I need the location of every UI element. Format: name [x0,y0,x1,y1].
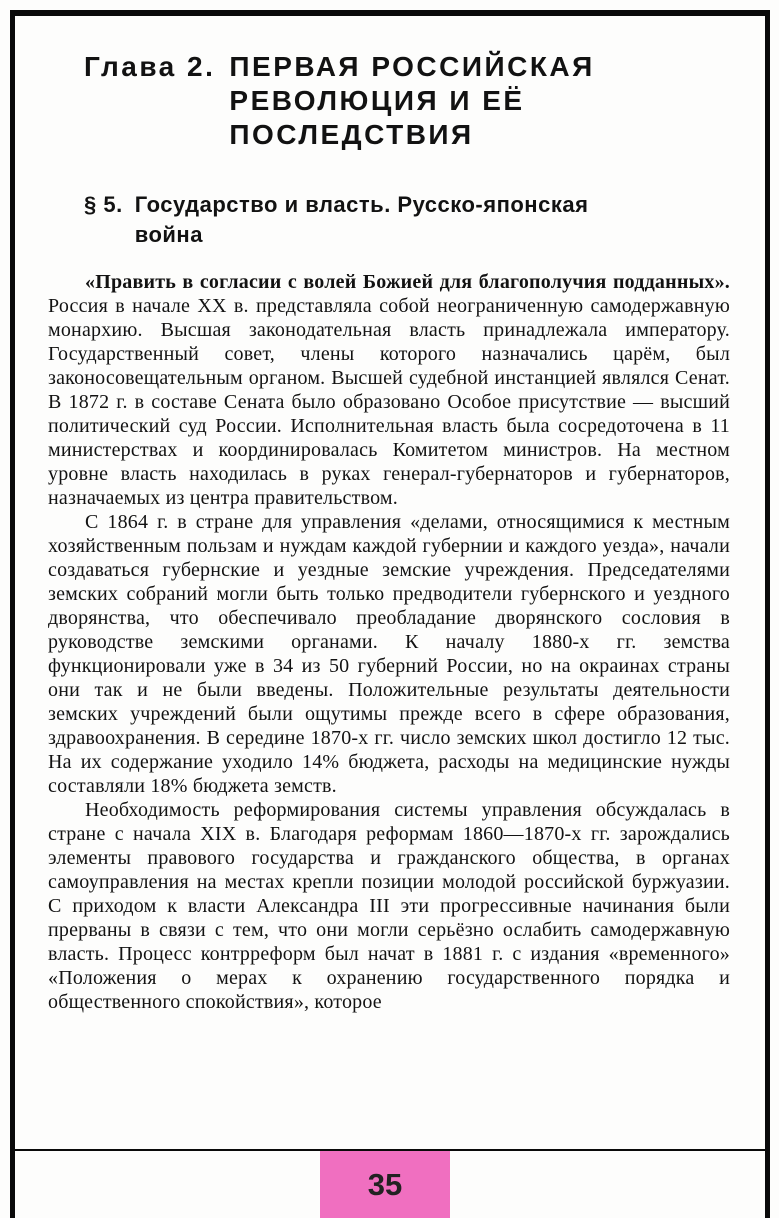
paragraph-1 [48,270,730,510]
page-number-badge [320,1151,450,1218]
page-border-top [10,10,770,16]
body-text [48,270,730,1014]
page-border-left [10,10,15,1218]
page-content [48,50,730,1014]
chapter-title: ПЕРВАЯ РОССИЙСКАЯ РЕВОЛЮЦИЯ И ЕЁ ПОСЛЕДСТВИЯ [229,51,595,150]
paragraph-3-text: Необходимость реформирования системы управления обсуждалась в стране с начала XIX в. Благодаря реформам 1860—1870-х гг. зарождались элементы правового государства и гражданского общества, в органах самоуправления на местах крепли позиции молодой российской буржуазии. С приходом к власти Александра III эти прогрессивные начинания были прерваны в связи с тем, что они могли серьёзно ослабить самодержавную власть. Процесс контрреформ был начат в 1881 г. с издания «временного» «Положения о мерах к охранению государственного порядка и общественного спокойствия», которое [48,799,730,1013]
page-number: 35 [367,1166,403,1202]
page-border-right [765,10,770,1218]
section-heading [84,190,730,250]
section-title: Государство и власть. Русско-японская война [134,192,589,247]
chapter-label: Глава 2. [84,51,216,82]
section-number: § 5. [84,192,123,217]
paragraph-3 [48,798,730,1014]
paragraph-1-bold-lead: «Править в согласии с волей Божией для благополучия подданных». [85,271,730,293]
chapter-heading [84,50,730,152]
paragraph-2-text: С 1864 г. в стране для управления «делами, относящимися к местным хозяйственным пользам и нуждам каждой губернии и каждого уезда», начали создаваться губернские и уездные земские учреждения. Председателями земских собраний могли быть только предводители губернского и уездного дворянства, что обеспечивало преобладание дворянского сословия в руководстве земскими органами. К началу 1880-х гг. земства функционировали уже в 34 из 50 губерний России, но на окраинах страны они так и не были введены. Положительные результаты деятельности земских учреждений были ощутимы прежде всего в сфере образования, здравоохранения. В середине 1870-х гг. число земских школ достигло 12 тыс. На их содержание уходило 14% бюджета, расходы на медицинские нужды составляли 18% бюджета земств. [48,511,730,797]
paragraph-1-text: Россия в начале XX в. представляла собой неограниченную самодержавную монархию. Высшая законодательная власть принадлежала императору. Государственный совет, члены которого назначались царём, был законосовещательным органом. Высшей судебной инстанцией являлся Сенат. В 1872 г. в составе Сената было образовано Особое присутствие — высший политический суд России. Исполнительная власть была сосредоточена в 11 министерствах и координировалась Комитетом министров. На местном уровне власть находилась в руках генерал-губернаторов и губернаторов, назначаемых из центра правительством. [48,295,730,509]
paragraph-2 [48,510,730,798]
